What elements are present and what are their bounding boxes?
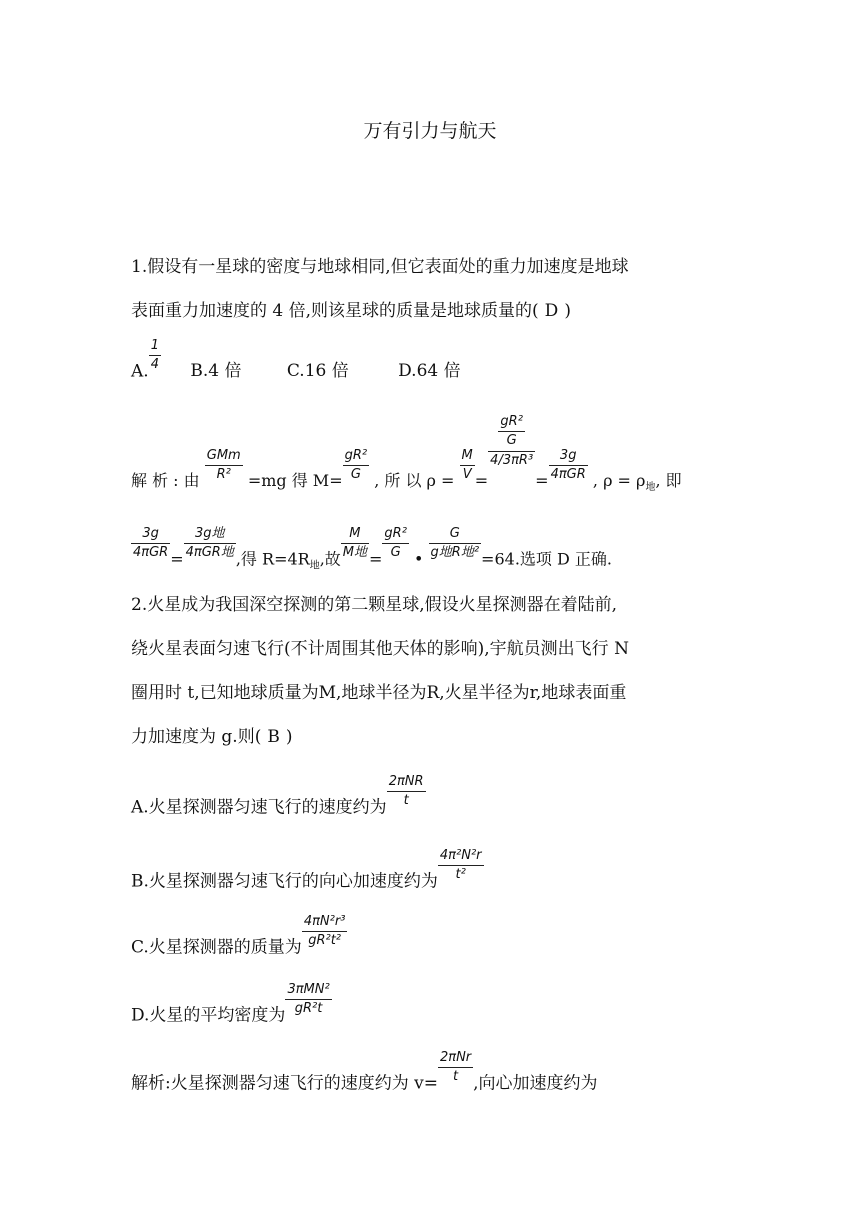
q1-l2-frac-b-den: 4πGR地 — [185, 545, 234, 561]
q2-stem-close: ) — [285, 727, 293, 747]
q1-option-a-label: A. — [131, 361, 149, 382]
q1-l2-end: =64.选项 D 正确. — [481, 549, 612, 569]
q1-frac-gmm-num: GMm — [205, 448, 243, 466]
q1-frac-big-inner-num: gR² — [498, 414, 525, 432]
q1-l2-frac-a — [131, 526, 170, 562]
q1-solution-mid-2: , 所 以 ρ = — [374, 470, 455, 490]
q2-line-2: 绕火星表面匀速飞行(不计周围其他天体的影响),宇航员测出飞行 N — [131, 639, 629, 659]
q2-option-a-num: 2πNR — [387, 774, 426, 792]
q2-option-a-den: t — [403, 793, 409, 809]
q2-option-c-num: 4πN²r³ — [302, 914, 348, 932]
q1-solution-line-2: $\frac{3g}{\text{4πGR}}$ = $\frac{\text{3g地}}{\text{4πGR地}}$ ,得 $R=4R_地$,故 $\frac{M}{\text{M地}}$ = $\frac{\text{gR²}}{G}$ • $\frac{G}{\text{g地R地²}}$ =64.选项 D 正确. — [133, 526, 612, 572]
page-title: 万有引力与航天 — [363, 120, 497, 142]
q2-option-b — [131, 848, 484, 900]
q1-l2-frac-e — [429, 526, 482, 562]
q1-l2-frac-b — [184, 526, 236, 562]
q2-solution-num: 2πNr — [438, 1050, 473, 1068]
q1-frac-mv — [460, 448, 475, 484]
q1-solution-mid-4: , 即 — [655, 470, 682, 490]
q2-option-c-text: C.火星探测器的质量为 — [131, 937, 302, 958]
q1-frac-m — [343, 448, 370, 484]
q1-solution-sub: 地 — [645, 482, 656, 494]
q2-option-c — [131, 914, 347, 966]
q1-l2-frac-b-num: 3g地 — [184, 526, 236, 544]
q1-frac-rho — [549, 448, 588, 484]
q1-l2-text-2: ,故 — [319, 549, 341, 569]
q1-options — [131, 338, 461, 390]
q1-l2-frac-d — [382, 526, 409, 562]
q1-l2-frac-a-num: 3g — [131, 526, 170, 544]
q2-line-4 — [131, 722, 292, 747]
q2-option-d — [131, 982, 332, 1034]
q1-frac-m-num: gR² — [343, 448, 370, 466]
q1-l2-frac-a-den: 4πGR — [133, 545, 169, 561]
q1-option-a-num: 1 — [149, 338, 161, 356]
q2-option-b-num: 4π²N²r — [438, 848, 484, 866]
q1-frac-rho-num: 3g — [549, 448, 588, 466]
q1-stem-text: 表面重力加速度的 4 倍,则该星球的质量是地球质量的( — [131, 301, 539, 321]
q1-frac-big-den: 4/3πR³ — [490, 452, 534, 468]
q1-frac-big-inner — [498, 414, 525, 450]
q1-frac-gmm-den: R² — [216, 466, 231, 482]
q2-option-b-den: t² — [455, 867, 466, 883]
q1-option-c: C.16 倍 — [286, 361, 349, 382]
q2-option-d-fraction — [285, 982, 331, 1018]
q2-solution-fraction — [438, 1050, 473, 1086]
q2-answer: B — [267, 727, 280, 747]
q1-line-1: 1.假设有一星球的密度与地球相同,但它表面处的重力加速度是地球 — [131, 257, 629, 277]
q1-stem-close: ) — [564, 301, 571, 321]
q1-solution-prefix: 解 析 : 由 — [131, 470, 200, 490]
q2-option-a-text: A.火星探测器匀速飞行的速度约为 — [131, 797, 387, 818]
q1-frac-big-inner-den: G — [506, 433, 517, 449]
q2-option-a — [131, 774, 426, 826]
q2-line-1: 2.火星成为我国深空探测的第二颗星球,假设火星探测器在着陆前, — [131, 595, 618, 615]
q1-l2-dot: • — [414, 549, 424, 569]
q1-l2-frac-d-num: gR² — [382, 526, 409, 544]
q1-frac-big-num — [488, 414, 535, 452]
q1-l2-text-1: ,得 R=4R — [235, 549, 310, 569]
q2-option-a-fraction — [387, 774, 426, 810]
q1-frac-gmm — [205, 448, 243, 484]
q2-option-b-fraction — [438, 848, 484, 884]
q2-option-c-den: gR²t² — [308, 933, 342, 949]
q1-l2-frac-c-num: M — [341, 526, 369, 544]
q2-option-b-text: B.火星探测器匀速飞行的向心加速度约为 — [131, 871, 438, 892]
q2-option-c-fraction — [302, 914, 348, 950]
q1-l2-frac-e-num: G — [429, 526, 482, 544]
q2-option-d-text: D.火星的平均密度为 — [131, 1005, 286, 1026]
q1-frac-mv-den: V — [462, 466, 472, 482]
q1-answer: D — [544, 301, 559, 321]
q1-l2-frac-c — [341, 526, 369, 562]
q1-option-b: B.4 倍 — [190, 361, 242, 382]
q2-solution-line-1 — [131, 1050, 598, 1102]
q1-solution-mid-1: =mg 得 M= — [247, 470, 343, 490]
q1-line-2 — [131, 296, 571, 321]
q2-option-d-den: gR²t — [294, 1001, 323, 1017]
q1-frac-m-den: G — [350, 466, 361, 482]
q1-l2-frac-e-den: g地R地² — [430, 545, 480, 561]
q1-frac-rho-den: 4πGR — [550, 466, 586, 482]
q2-solution-den: t — [453, 1069, 459, 1085]
q2-option-d-num: 3πMN² — [285, 982, 331, 1000]
q1-option-d: D.64 倍 — [398, 361, 461, 382]
q1-l2-sub: 地 — [309, 560, 320, 572]
q2-solution-text: 解析:火星探测器匀速飞行的速度约为 v= — [131, 1073, 438, 1094]
q1-solution-line-1: 解 析 : 由 $\frac{\text{GMm}}{\text{R²}}$ =mg 得 M= $\frac{\text{gR²}}{G}$ , 所 以 ρ = $\frac{M}{V}$ = $\frac{\frac{\text{gR²}}{G}}{\text{4/3πR³}}$ = $\frac{3g}{\text{4πGR}}$ , $\rho = \rho_地$, 即 — [131, 414, 682, 494]
q1-option-a-fraction — [149, 338, 161, 374]
q1-solution-mid-3: , ρ = ρ — [592, 470, 646, 490]
q2-line-3: 圈用时 t,已知地球质量为M,地球半径为R,火星半径为r,地球表面重 — [131, 683, 627, 703]
q2-solution-post: ,向心加速度约为 — [473, 1073, 598, 1094]
q2-stem-text: 力加速度为 g.则( — [131, 727, 262, 747]
q1-frac-mv-num: M — [460, 448, 475, 466]
q1-frac-big — [488, 414, 535, 469]
q1-l2-frac-c-den: M地 — [342, 545, 368, 561]
q1-l2-frac-d-den: G — [390, 545, 401, 561]
q1-option-a-den: 4 — [150, 357, 159, 373]
